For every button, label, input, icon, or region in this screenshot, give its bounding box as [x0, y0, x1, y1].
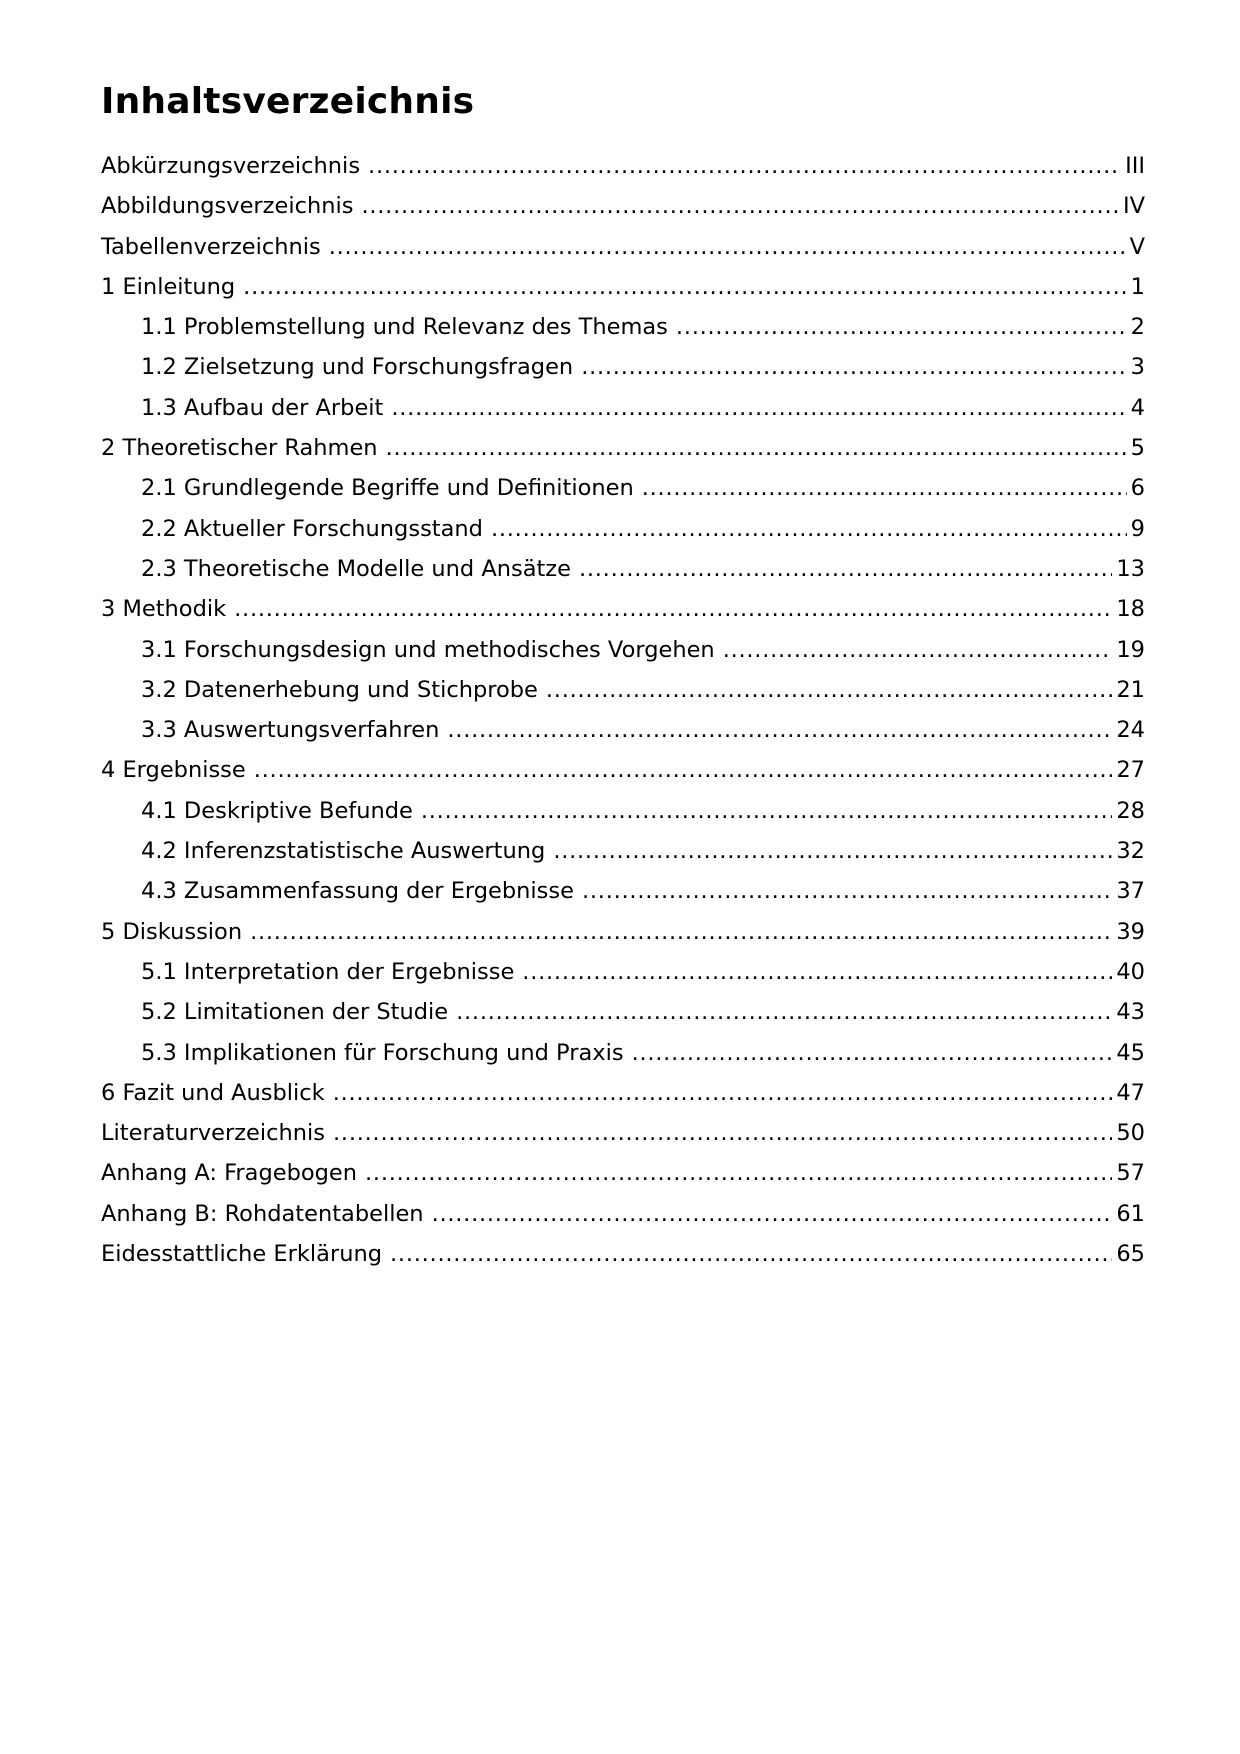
toc-entry[interactable]: [101, 589, 1145, 629]
toc-entry-page: 32: [1116, 838, 1145, 865]
toc-entry[interactable]: [101, 468, 1145, 508]
toc-leader-dots: [491, 509, 1127, 549]
toc-entry-page: 57: [1116, 1160, 1145, 1187]
toc-entry-label: 5 Diskussion: [101, 918, 243, 945]
toc-leader-dots: [456, 992, 1112, 1032]
toc-leader-dots: [365, 1153, 1112, 1193]
toc-entry-label: Tabellenverzeichnis: [101, 233, 321, 260]
toc-entry-label: 5.3 Implikationen für Forschung und Praxis: [141, 1039, 624, 1066]
toc-entry-label: 3.3 Auswertungsverfahren: [141, 717, 440, 744]
toc-leader-dots: [582, 871, 1112, 911]
toc-entry-page: 3: [1130, 354, 1145, 381]
toc-entry[interactable]: [101, 146, 1145, 186]
toc-entry[interactable]: [101, 186, 1145, 226]
toc-leader-dots: [333, 1073, 1113, 1113]
toc-entry[interactable]: [101, 750, 1145, 790]
toc-entry-label: 2.3 Theoretische Modelle und Ansätze: [141, 555, 571, 582]
toc-entry-page: 43: [1116, 999, 1145, 1026]
toc-entry-page: 19: [1116, 636, 1145, 663]
toc-entry-label: 5.2 Limitationen der Studie: [141, 999, 449, 1026]
toc-entry-page: 5: [1130, 435, 1145, 462]
toc-leader-dots: [642, 468, 1127, 508]
toc-leader-dots: [421, 791, 1112, 831]
toc-entry-page: 2: [1130, 314, 1145, 341]
toc-entry-page: 28: [1116, 797, 1145, 824]
toc-entry-label: 4 Ergebnisse: [101, 757, 246, 784]
toc-entry-label: 1.3 Aufbau der Arbeit: [141, 394, 384, 421]
toc-entry-label: 3 Methodik: [101, 596, 227, 623]
toc-entry-label: Anhang A: Fragebogen: [101, 1160, 358, 1187]
toc-entry[interactable]: [101, 630, 1145, 670]
toc-entry[interactable]: [101, 1113, 1145, 1153]
toc-leader-dots: [632, 1033, 1113, 1073]
toc-entry-page: V: [1129, 233, 1145, 260]
toc-entry-label: Literaturverzeichnis: [101, 1120, 326, 1147]
toc-leader-dots: [553, 831, 1112, 871]
toc-leader-dots: [254, 750, 1113, 790]
toc-entry-page: 9: [1130, 515, 1145, 542]
toc-entry[interactable]: [101, 670, 1145, 710]
toc-entry-page: 13: [1116, 555, 1145, 582]
toc-leader-dots: [234, 589, 1112, 629]
toc-entry-page: 40: [1116, 958, 1145, 985]
toc-leader-dots: [391, 388, 1126, 428]
toc-entry-label: 3.2 Datenerhebung und Stichprobe: [141, 676, 538, 703]
toc-entry[interactable]: [101, 267, 1145, 307]
toc-leader-dots: [390, 1234, 1112, 1274]
toc-leader-dots: [676, 307, 1127, 347]
toc-entry-label: Eidesstattliche Erklärung: [101, 1241, 383, 1268]
toc-entry-label: 1.2 Zielsetzung und Forschungsfragen: [141, 354, 574, 381]
toc-entry[interactable]: [101, 912, 1145, 952]
toc-entry[interactable]: [101, 1194, 1145, 1234]
toc-leader-dots: [329, 227, 1126, 267]
toc-entry[interactable]: [101, 1234, 1145, 1274]
toc-entry-label: 2.2 Aktueller Forschungsstand: [141, 515, 483, 542]
toc-entry[interactable]: [101, 1033, 1145, 1073]
toc-list: [101, 146, 1145, 1274]
toc-leader-dots: [581, 347, 1126, 387]
toc-entry-label: Anhang B: Rohdatentabellen: [101, 1200, 424, 1227]
toc-entry-label: Abbildungsverzeichnis: [101, 193, 354, 220]
toc-entry-label: 1 Einleitung: [101, 273, 236, 300]
toc-leader-dots: [333, 1113, 1112, 1153]
toc-entry[interactable]: [101, 428, 1145, 468]
toc-entry-label: 5.1 Interpretation der Ergebnisse: [141, 958, 515, 985]
toc-entry[interactable]: [101, 952, 1145, 992]
toc-entry-label: 1.1 Problemstellung und Relevanz des Themas: [141, 314, 668, 341]
toc-entry-page: 24: [1116, 717, 1145, 744]
toc-title: Inhaltsverzeichnis: [101, 81, 475, 122]
toc-entry-label: 4.2 Inferenzstatistische Auswertung: [141, 838, 546, 865]
toc-leader-dots: [447, 710, 1112, 750]
toc-entry-label: 4.1 Deskriptive Befunde: [141, 797, 413, 824]
toc-entry-page: 61: [1116, 1200, 1145, 1227]
toc-leader-dots: [386, 428, 1127, 468]
toc-leader-dots: [579, 549, 1112, 589]
toc-entry-label: 3.1 Forschungsdesign und methodisches Vorgehen: [141, 636, 715, 663]
toc-entry-page: 1: [1130, 273, 1145, 300]
toc-entry[interactable]: [101, 791, 1145, 831]
toc-entry[interactable]: [101, 227, 1145, 267]
toc-entry[interactable]: [101, 549, 1145, 589]
toc-leader-dots: [368, 146, 1121, 186]
toc-entry-page: 27: [1116, 757, 1145, 784]
toc-entry-label: 6 Fazit und Ausblick: [101, 1079, 325, 1106]
toc-entry-page: 39: [1116, 918, 1145, 945]
toc-entry[interactable]: [101, 307, 1145, 347]
toc-entry[interactable]: [101, 871, 1145, 911]
toc-entry-page: IV: [1122, 193, 1145, 220]
toc-entry-page: 37: [1116, 878, 1145, 905]
toc-leader-dots: [361, 186, 1119, 226]
toc-page: [101, 72, 1145, 1274]
toc-entry[interactable]: [101, 710, 1145, 750]
toc-entry[interactable]: [101, 388, 1145, 428]
toc-entry-page: 6: [1130, 475, 1145, 502]
toc-entry-label: 2.1 Grundlegende Begriffe und Definitionen: [141, 475, 634, 502]
toc-entry-page: 18: [1116, 596, 1145, 623]
toc-entry-page: 50: [1116, 1120, 1145, 1147]
toc-leader-dots: [546, 670, 1112, 710]
toc-entry-label: 2 Theoretischer Rahmen: [101, 435, 378, 462]
toc-entry-page: 45: [1116, 1039, 1145, 1066]
toc-entry[interactable]: [101, 831, 1145, 871]
toc-entry-label: 4.3 Zusammenfassung der Ergebnisse: [141, 878, 574, 905]
toc-entry[interactable]: [101, 1153, 1145, 1193]
toc-leader-dots: [243, 267, 1127, 307]
toc-entry[interactable]: [101, 347, 1145, 387]
toc-leader-dots: [723, 630, 1113, 670]
toc-entry-page: 4: [1130, 394, 1145, 421]
toc-leader-dots: [250, 912, 1112, 952]
toc-entry[interactable]: [101, 992, 1145, 1032]
toc-entry-page: III: [1125, 153, 1145, 179]
toc-entry-page: 47: [1116, 1079, 1145, 1106]
toc-entry[interactable]: [101, 1073, 1145, 1113]
toc-leader-dots: [522, 952, 1112, 992]
toc-leader-dots: [432, 1194, 1113, 1234]
toc-entry-page: 65: [1116, 1241, 1145, 1268]
toc-entry-page: 21: [1116, 676, 1145, 703]
toc-entry-label: Abkürzungsverzeichnis: [101, 153, 361, 179]
toc-entry[interactable]: [101, 509, 1145, 549]
